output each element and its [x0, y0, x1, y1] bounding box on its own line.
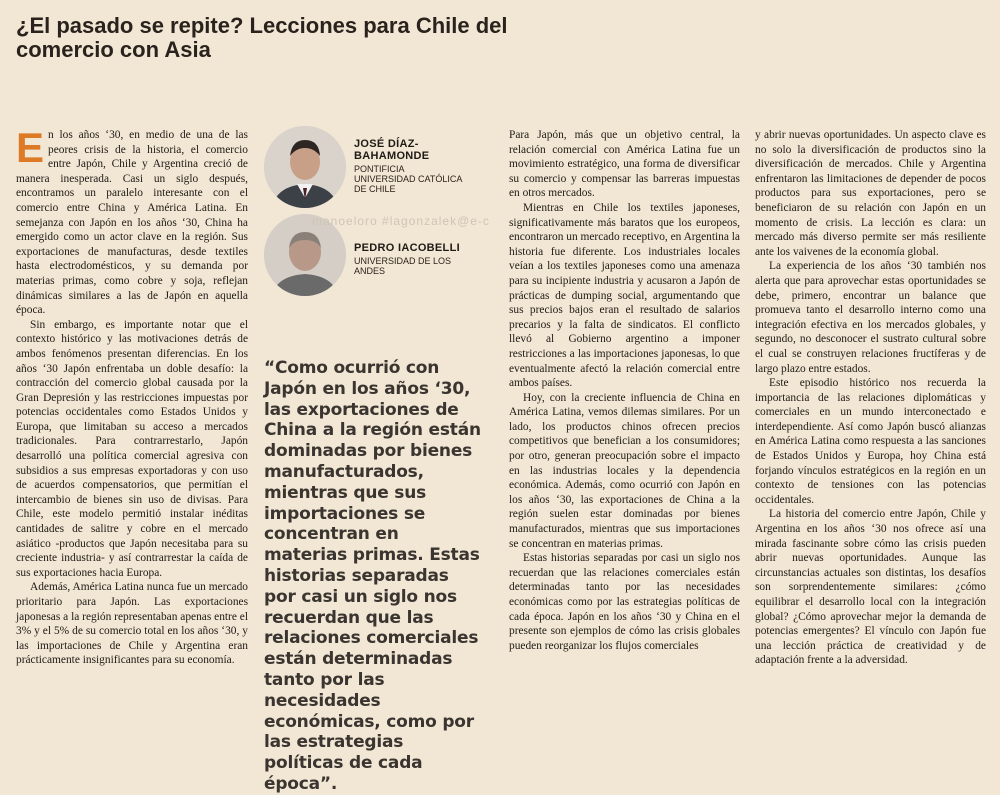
paragraph-3: Además, América Latina nunca fue un mercado prioritario para Japón. Las exportaciones japonesas a la región representaban apenas entre el 3% y el 5% de su comercio total en los años ‘30, y las importaciones de Chile y Argentina eran prácticamente insignificantes para su economía.	[16, 581, 248, 667]
paragraph-8: y abrir nuevas oportunidades. Un aspecto clave es no solo la diversificación de productos sino la diversificación de mercados. Chile y Argentina enfrentaron las limitaciones de depender de pocos productos para sus exportaciones, pero se beneficiaron de su relación con Japón en un momento de crisis. La lección es clara: un mercado más diverso permite ser más resiliente ante los vaivenes de la economía global.	[755, 129, 986, 258]
affiliation-line-1: PONTIFICIA	[354, 164, 405, 174]
author-affiliation-diaz	[354, 164, 462, 194]
paragraph-10: Este episodio histórico nos recuerda la importancia de las relaciones diplomáticas y comerciales en un mundo interconectado e interdependiente. Así como Japón buscó alianzas en América Latina como respuesta a las sanciones de Estados Unidos y Europa, hoy China está forjando vínculos estratégicos en la región en un contexto de tensiones con las potencias occidentales.	[755, 377, 986, 506]
author-name-line-1: JOSÉ DÍAZ-	[354, 138, 419, 150]
paragraph-11: La historia del comercio entre Japón, Chile y Argentina en los años ‘30 nos ofrece así una mirada fascinante sobre cómo las crisis pueden abrir nuevas oportunidades. Aunque las circunstancias actuales son distintas, los desafíos son sorprendentemente similares: ¿cómo equilibrar el desarrollo local con la integración global? ¿Cómo aprovechar mejor la demanda de potencias emergentes? El vínculo con Japón fue una lección práctica de creatividad y de adaptación frente a la adversidad.	[755, 508, 986, 667]
paragraph-7: Estas historias separadas por casi un siglo nos recuerdan que las relaciones comerciales están determinadas tanto por las necesidades económicas como por las estrategias políticas de cada época. Japón en los años ‘30 y China en el presente son ejemplos de cómo las crisis globales pueden reorganizar los flujos comerciales	[509, 552, 740, 652]
paragraph-6: Hoy, con la creciente influencia de China en América Latina, vemos dilemas similares. Por un lado, los productos chinos ofrecen precios competitivos que benefician a los consumidores; por otro, generan preocupación sobre el impacto en las industrias locales y la dependencia económica. Además, como ocurrió con Japón en los años ‘30, las exportaciones de China a la región suelen estar dominadas por bienes manufacturados, mientras que sus importaciones se concentran en materias primas.	[509, 391, 740, 550]
author-name-diaz	[354, 138, 429, 162]
affiliation-line-1: UNIVERSIDAD DE LOS	[354, 256, 452, 266]
paragraph-1-text: n los años ‘30, en medio de una de las peores crisis de la historia, el comercio entre Japón, Chile y Argentina creció de manera inesperada. Casi un siglo después, encontramos un paralelo interesante con el comercio entre China y América Latina. En semejanza con Japón en los años ‘30, China ha emergido como un actor clave en la región. Sus exportaciones de manufacturas, desde textiles hasta electrodomésticos, y su demanda por materias primas, como cobre y soja, reflejan dinámicas similares a las de Japón en aquella época.	[16, 129, 248, 317]
paragraph-5: Mientras en Chile los textiles japoneses, significativamente más baratos que los europeos, encontraron un mercado receptivo, en Argentina la historia fue diferente. Los industriales locales veían a los textiles japoneses como una amenaza para su incipiente industria y acusaron a Japón de prácticas de dumping social, argumentando que sus precios bajos eran el resultado de salarios precarios y la falta de sindicatos. El conflicto llevó al Gobierno argentino a imponer restricciones a las importaciones japonesas, lo que eventualmente afectó la relación comercial entre ambos países.	[509, 201, 740, 390]
affiliation-line-2: UNIVERSIDAD CATÓLICA	[354, 174, 463, 184]
author-affiliation-iacobelli	[354, 256, 451, 276]
paragraph-2: Sin embargo, es importante notar que el contexto histórico y las motivaciones detrás de ambos fenómenos presentan diferencias. En los años ‘30 Japón enfrentaba un doble desafío: la contracción del comercio global causada por la Gran Depresión y las restricciones impuestas por potencias occidentales como Estados Unidos y Europa, que limitaban su acceso a mercados tradicionales. Para contrarrestarlo, Japón desarrolló una política comercial agresiva con subsidios a sus empresas exportadoras y con uso de acuerdos compensatorios, que permitían el intercambio de bienes sin uso de divisas. Para Chile, este modelo permitió instalar inéditas cantidades de salitre y cobre en el mercado asiático -productos que Japón necesitaba para su creciente industria- y así contrarrestar la caída de sus exportaciones hacia Europa.	[16, 318, 248, 579]
author-name-iacobelli: PEDRO IACOBELLI	[354, 242, 460, 254]
affiliation-line-3: DE CHILE	[354, 184, 396, 194]
article-headline	[16, 14, 576, 62]
author-name-line-2: BAHAMONDE	[354, 150, 430, 162]
headline-line-1: ¿El pasado se repite? Lecciones para Chile del	[16, 13, 508, 38]
article-column-4	[755, 128, 986, 668]
portrait-diaz-icon	[264, 126, 346, 208]
drop-cap: E	[16, 124, 45, 171]
affiliation-line-2: ANDES	[354, 266, 386, 276]
paragraph-9: La experiencia de los años ‘30 también nos alerta que para aprovechar estas oportunidades se debe, primero, encontrar un balance que promueva tanto el desarrollo interno como una integración efectiva en los mercados globales, y segundo, no desconocer el sustrato cultural sobre el cual se construyen relaciones fructíferas y de largo plazo entre estados.	[755, 260, 986, 375]
pull-quote: “Como ocurrió con Japón en los años ‘30, las exportaciones de China a la región están dominadas por bienes manufacturados, mientras que sus importaciones se concentran en materias primas. Estas historias separadas por casi un siglo nos recuerdan que las relaciones comerciales están determinadas tanto por las necesidades económicas, como por las estrategias políticas de cada época”.	[264, 358, 481, 794]
article-column-1	[16, 124, 248, 668]
paragraph-4: Para Japón, más que un objetivo central, la relación comercial con América Latina fue un movimiento estratégico, una forma de diversificar su comercio y compensar las barreras impuestas en otros mercados.	[509, 129, 740, 200]
paragraph-1	[16, 124, 248, 318]
headline-line-2: comercio con Asia	[16, 37, 211, 62]
author-card-diaz	[264, 126, 484, 206]
watermark: manoeloro #lagonzalek@e-c	[312, 214, 490, 228]
article-column-3	[509, 128, 740, 653]
author-photo-diaz	[264, 126, 346, 208]
